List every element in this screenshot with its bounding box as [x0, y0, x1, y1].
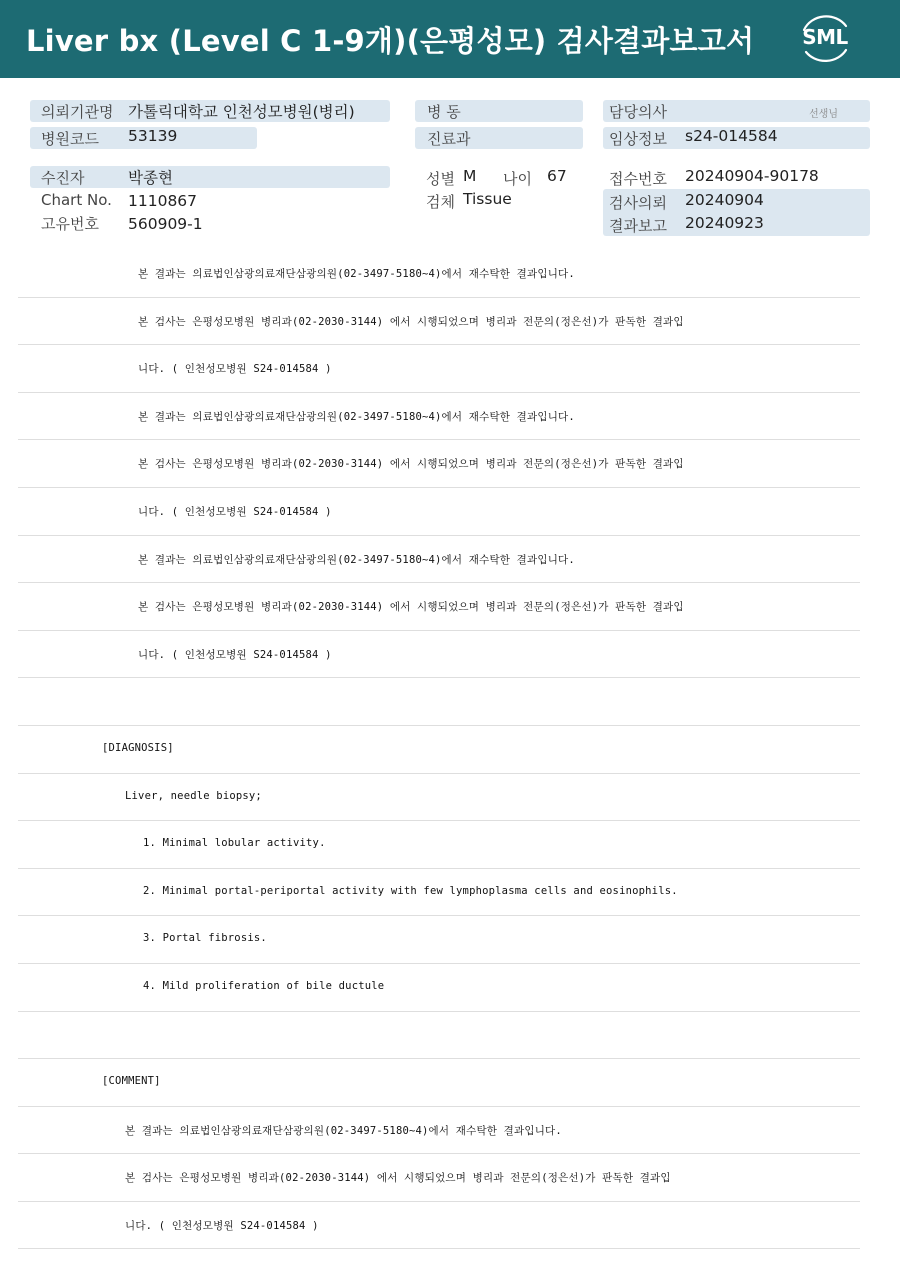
doctor-label: 담당의사 — [609, 103, 667, 121]
report-header — [0, 0, 900, 78]
report-line — [18, 345, 860, 393]
clinical-value: s24-014584 — [685, 127, 778, 145]
institution-value: 가톨릭대학교 인천성모병원(병리) — [128, 103, 355, 121]
report-line-text: 니다. ( 인천성모병원 S24-014584 ) — [138, 363, 332, 376]
report-line — [18, 821, 860, 869]
report-line-text: 본 결과는 의료법인삼광의료재단삼광의원(02-3497-5180~4)에서 재수탁한 결과입니다. — [138, 553, 575, 566]
report-line — [18, 440, 860, 488]
report-line-text: 본 검사는 은평성모병원 병리과(02-2030-3144) 에서 시행되었으며 병리과 전문의(정은선)가 판독한 결과입 — [138, 601, 684, 614]
age-value: 67 — [547, 167, 567, 185]
report-body — [18, 250, 860, 1249]
unique-label: 고유번호 — [41, 215, 99, 233]
doctor-suffix: 선생님 — [809, 109, 838, 120]
hospital-code-label: 병원코드 — [41, 130, 99, 148]
report-line — [18, 631, 860, 679]
report-line — [18, 1154, 860, 1202]
unique-value: 560909-1 — [128, 215, 203, 233]
report-line — [18, 393, 860, 441]
chart-label: Chart No. — [41, 191, 112, 209]
report-line-text: Liver, needle biopsy; — [125, 789, 262, 802]
report-line-text: 니다. ( 인천성모병원 S24-014584 ) — [138, 505, 332, 518]
report-line-text: 니다. ( 인천성모병원 S24-014584 ) — [138, 648, 332, 661]
report-line — [18, 916, 860, 964]
report-line — [18, 678, 860, 726]
request-label: 검사의뢰 — [609, 194, 667, 212]
report-line-text: 본 결과는 의료법인삼광의료재단삼광의원(02-3497-5180~4)에서 재수탁한 결과입니다. — [138, 410, 575, 423]
report-line-text: 4. Mild proliferation of bile ductule — [143, 979, 385, 992]
report-line-text: 본 결과는 의료법인삼광의료재단삼광의원(02-3497-5180~4)에서 재수탁한 결과입니다. — [138, 268, 575, 280]
patient-label: 수진자 — [41, 169, 85, 187]
report-line — [18, 298, 860, 346]
department-label: 진료과 — [427, 130, 471, 148]
report-line — [18, 964, 860, 1012]
report-line-text: 3. Portal fibrosis. — [143, 932, 267, 945]
request-value: 20240904 — [685, 191, 764, 209]
report-line — [18, 536, 860, 584]
institution-label: 의뢰기관명 — [41, 103, 114, 121]
hospital-code-value: 53139 — [128, 127, 178, 145]
report-line — [18, 1202, 860, 1250]
sex-label: 성별 — [426, 170, 455, 188]
report-line — [18, 250, 860, 298]
report-line-text: 2. Minimal portal-periportal activity with few lymphoplasma cells and eosinophils. — [143, 884, 678, 897]
report-title: Liver bx (Level C 1-9개)(은평성모) 검사결과보고서 — [26, 24, 755, 58]
report-value: 20240923 — [685, 214, 764, 232]
report-line — [18, 1059, 860, 1107]
report-line — [18, 1012, 860, 1060]
report-line-text: 본 검사는 은평성모병원 병리과(02-2030-3144) 에서 시행되었으며 병리과 전문의(정은선)가 판독한 결과입 — [138, 315, 684, 328]
report-line-text: 본 검사는 은평성모병원 병리과(02-2030-3144) 에서 시행되었으며 병리과 전문의(정은선)가 판독한 결과입 — [125, 1172, 671, 1185]
report-line — [18, 488, 860, 536]
receipt-value: 20240904-90178 — [685, 167, 819, 185]
logo-text: SML — [802, 25, 848, 49]
clinical-label: 임상정보 — [609, 130, 667, 148]
specimen-value: Tissue — [463, 190, 512, 208]
report-label: 결과보고 — [609, 217, 667, 235]
report-line — [18, 1107, 860, 1155]
ward-label: 병 동 — [427, 103, 461, 121]
patient-value: 박종현 — [128, 169, 173, 187]
sex-value: M — [463, 167, 477, 185]
report-line-text: [COMMENT] — [102, 1075, 161, 1088]
report-line — [18, 869, 860, 917]
report-line — [18, 726, 860, 774]
report-line-text: 니다. ( 인천성모병원 S24-014584 ) — [125, 1219, 319, 1232]
report-line — [18, 774, 860, 822]
report-line-text: 본 결과는 의료법인삼광의료재단삼광의원(02-3497-5180~4)에서 재수탁한 결과입니다. — [125, 1124, 562, 1137]
specimen-label: 검체 — [426, 193, 455, 211]
report-line-text: [DIAGNOSIS] — [102, 741, 174, 754]
receipt-label: 접수번호 — [609, 170, 667, 188]
age-label: 나이 — [503, 170, 532, 188]
report-line — [18, 583, 860, 631]
sml-logo — [796, 12, 854, 66]
report-line-text: 1. Minimal lobular activity. — [143, 837, 326, 850]
report-line-text: 본 검사는 은평성모병원 병리과(02-2030-3144) 에서 시행되었으며 병리과 전문의(정은선)가 판독한 결과입 — [138, 458, 684, 471]
chart-value: 1110867 — [128, 192, 198, 210]
